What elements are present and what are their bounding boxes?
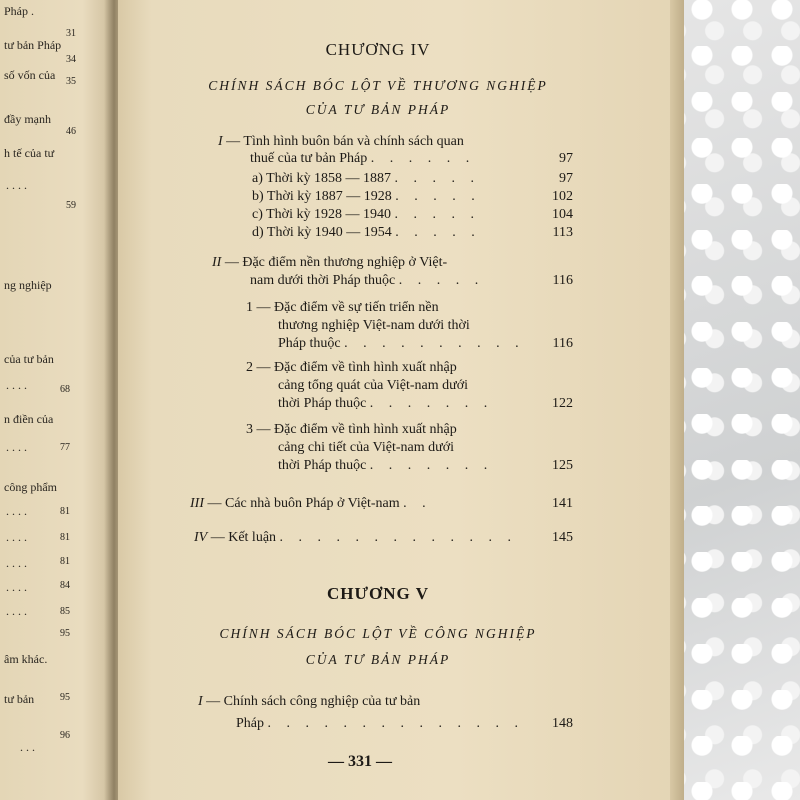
left-fragment: công phẩm [4, 480, 57, 494]
left-page-number: 31 [66, 28, 76, 39]
left-page-number: 34 [66, 54, 76, 65]
toc-subentry: d) Thời kỳ 1940 — 1954 . . . . . [252, 225, 481, 240]
chapter-5-subtitle: CHÍNH SÁCH BÓC LỘT VỀ CÔNG NGHIỆP [219, 626, 537, 641]
toc-page-number: 145 [552, 530, 573, 545]
toc-entry-line: nam dưới thời Pháp thuộc . . . . . [250, 273, 485, 288]
left-page-number: 84 [60, 580, 70, 591]
toc-entry: I — Tình hình buôn bán và chính sách quan [218, 134, 464, 149]
chapter-4-heading: CHƯƠNG IV [325, 40, 431, 59]
left-fragment: Pháp . [4, 4, 34, 18]
toc-entry-line [278, 440, 454, 456]
chapter-5-heading: CHƯƠNG V [327, 584, 429, 603]
toc-title: b) Thời kỳ 1887 — 1928 [252, 189, 392, 204]
toc-title: cảng tổng quát của Việt-nam dưới [278, 378, 469, 393]
left-page-number: 95 [60, 692, 70, 703]
toc-roman: III [190, 496, 204, 511]
toc-page-number: 148 [552, 716, 573, 731]
left-fragment: . . . . [6, 504, 27, 518]
toc-subentry: c) Thời kỳ 1928 — 1940 . . . . . [252, 207, 480, 222]
toc-page-number: 116 [552, 336, 573, 351]
toc-entry-line [278, 378, 468, 394]
toc-title: nam dưới thời Pháp thuộc [250, 273, 396, 288]
toc-entry: III — Các nhà buôn Pháp ở Việt-nam . . [190, 496, 432, 511]
left-page-number: 59 [66, 200, 76, 211]
left-fragment: . . . . [6, 530, 27, 544]
chapter-5-subtitle: CỦA TƯ BẢN PHÁP [305, 652, 451, 667]
toc-subentry: 3 — Đặc điểm về tình hình xuất nhập [246, 422, 457, 437]
toc-title: c) Thời kỳ 1928 — 1940 [252, 207, 391, 222]
table-of-contents-page [118, 0, 678, 800]
left-page-number: 96 [60, 730, 70, 741]
toc-title: Đặc điểm về tình hình xuất nhập [274, 360, 457, 375]
toc-entry-line: Pháp . . . . . . . . . . . . . . [236, 716, 524, 731]
chapter-4-subtitle: CỦA TƯ BẢN PHÁP [305, 102, 451, 117]
toc-entry-line [278, 318, 470, 334]
toc-title: Tình hình buôn bán và chính sách quan [243, 134, 464, 149]
toc-page-number: 102 [552, 189, 573, 204]
toc-roman: II [212, 255, 222, 270]
toc-number: 2 [246, 360, 253, 375]
toc-title: d) Thời kỳ 1940 — 1954 [252, 225, 392, 240]
left-fragment: . . . [20, 740, 35, 754]
toc-entry-line: Pháp thuộc . . . . . . . . . . [278, 336, 525, 351]
left-page-number: 81 [60, 532, 70, 543]
toc-title: Đặc điểm về sự tiến triển nền [274, 300, 439, 315]
toc-roman: IV [194, 530, 208, 545]
left-fragment: đầy mạnh [4, 112, 51, 126]
toc-title: thời Pháp thuộc [278, 458, 367, 473]
toc-title: thuế của tư bản Pháp [250, 151, 368, 166]
toc-subentry: 1 — Đặc điểm về sự tiến triển nền [246, 300, 439, 315]
toc-title: Đặc điểm về tình hình xuất nhập [274, 422, 457, 437]
toc-title: Kết luận [228, 530, 277, 545]
toc-number: 1 [246, 300, 253, 315]
toc-title: Pháp [236, 716, 264, 731]
toc-entry-line: thuế của tư bản Pháp . . . . . . [250, 151, 476, 166]
toc-subentry: 2 — Đặc điểm về tình hình xuất nhập [246, 360, 457, 375]
toc-number: 3 [246, 422, 253, 437]
toc-title: thời Pháp thuộc [278, 396, 367, 411]
toc-title: cảng chi tiết của Việt-nam dưới [278, 440, 454, 455]
left-fragment: . . . . [6, 178, 27, 192]
toc-entry-line: thời Pháp thuộc . . . . . . . [278, 396, 494, 411]
toc-roman: I [218, 134, 223, 149]
left-fragment: ng nghiệp [4, 278, 52, 292]
toc-page-number: 104 [552, 207, 573, 222]
toc-page-number: 97 [559, 171, 573, 186]
left-page-number: 77 [60, 442, 70, 453]
chapter-4-subtitle: CHÍNH SÁCH BÓC LỘT VỀ THƯƠNG NGHIỆP [208, 78, 548, 93]
toc-subentry: a) Thời kỳ 1858 — 1887 . . . . . [252, 171, 480, 186]
left-fragment: số vốn của [4, 68, 56, 82]
toc-entry: I — Chính sách công nghiệp của tư bản [198, 694, 421, 709]
left-page-number: 46 [66, 126, 76, 137]
toc-page-number: 97 [559, 151, 573, 166]
page-edge [670, 0, 684, 800]
toc-title: thương nghiệp Việt-nam dưới thời [278, 318, 470, 333]
toc-entry: IV — Kết luận . . . . . . . . . . . . . [194, 530, 518, 545]
page-folio: — 331 — [328, 753, 392, 770]
left-fragment: . . . . [6, 378, 27, 392]
toc-title: Các nhà buôn Pháp ở Việt-nam [225, 496, 400, 511]
toc-title: Chính sách công nghiệp của tư bản [223, 694, 421, 709]
left-fragment: của tư bản [4, 352, 54, 366]
toc-entry: II — Đặc điểm nền thương nghiệp ở Việt- [212, 255, 448, 270]
toc-page-number: 141 [552, 496, 573, 511]
left-page [0, 0, 118, 800]
left-page-number: 81 [60, 506, 70, 517]
left-fragment: . . . . [6, 440, 27, 454]
toc-page-number: 116 [552, 273, 573, 288]
left-fragment: . . . . [6, 556, 27, 570]
left-fragment: h tế của tư [4, 146, 55, 160]
left-fragment: tư bản [4, 692, 35, 706]
left-fragment: n điền của [4, 412, 54, 426]
toc-title: a) Thời kỳ 1858 — 1887 [252, 171, 391, 186]
left-fragment: âm khác. [4, 652, 48, 666]
toc-subentry: b) Thời kỳ 1887 — 1928 . . . . . [252, 189, 481, 204]
left-page-number: 68 [60, 384, 70, 395]
left-fragment: tư bản Pháp [4, 38, 62, 52]
left-page-number: 95 [60, 628, 70, 639]
toc-roman: I [198, 694, 203, 709]
toc-page-number: 125 [552, 458, 573, 473]
toc-title: Đặc điểm nền thương nghiệp ở Việt- [242, 255, 448, 270]
toc-page-number: 113 [552, 225, 573, 240]
left-page-number: 85 [60, 606, 70, 617]
left-fragment: . . . . [6, 604, 27, 618]
left-page-number: 35 [66, 76, 76, 87]
toc-title: Pháp thuộc [278, 336, 341, 351]
left-page-number: 81 [60, 556, 70, 567]
toc-entry-line: thời Pháp thuộc . . . . . . . [278, 458, 494, 473]
toc-page-number: 122 [552, 396, 573, 411]
left-fragment: . . . . [6, 580, 27, 594]
